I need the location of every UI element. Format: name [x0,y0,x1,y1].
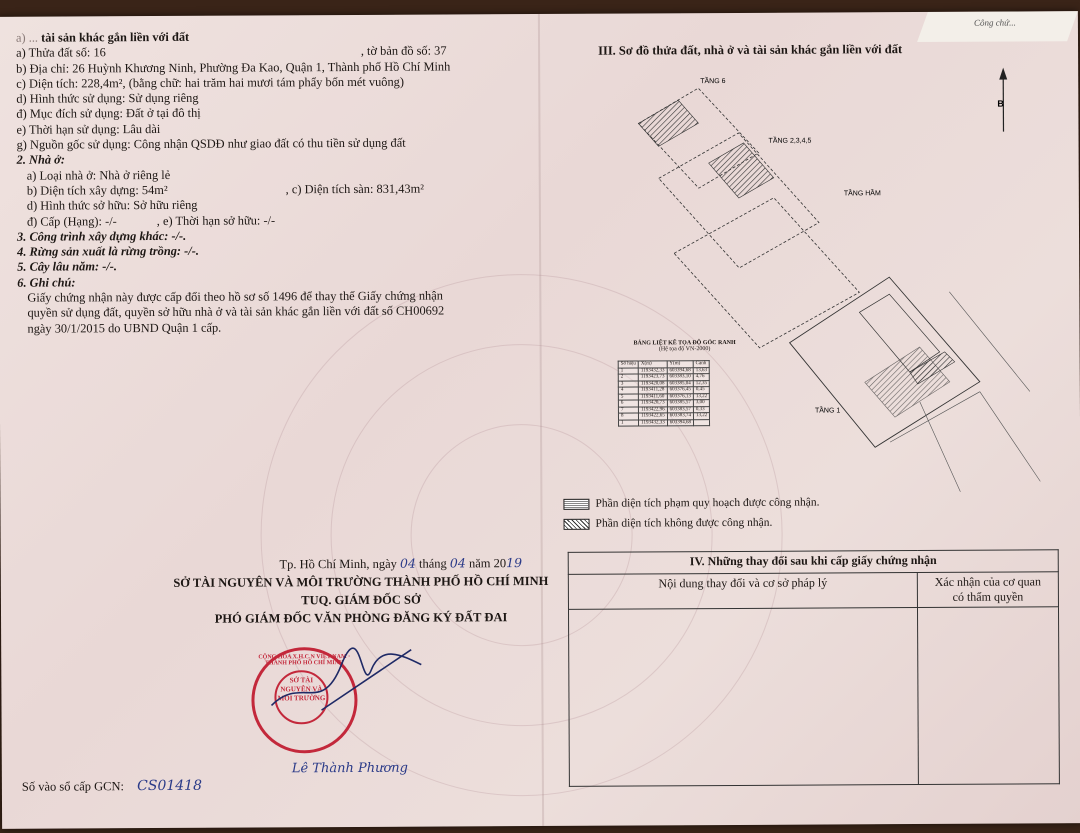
coord-cell: 0,33 [693,406,709,413]
coord-cell: 603376,13 [667,393,693,400]
coord-cell: 6 [618,400,638,407]
house-build-area: b) Diện tích xây dựng: 54m² [26,182,168,198]
left-column [16,28,518,337]
house-ownership: d) Hình thức sở hữu: Sở hữu riêng [26,198,198,213]
coord-table-title [620,340,750,353]
coord-row [618,419,709,426]
month-label: tháng [418,556,447,571]
legend-approved-text: Phần diện tích phạm quy hoạch được công nhận. [595,496,820,510]
signer-role-1: TUQ. GIÁM ĐỐC SỞ [301,592,421,608]
basement-label: TẦNG HẦM [843,190,881,198]
coord-cell: 603383,74 [667,413,693,420]
coord-cell: 13,63 [693,367,709,374]
coord-table [618,360,711,426]
coord-cell: 1193420,08 [638,380,667,387]
coord-subtitle: (Hệ tọa độ VN-2000) [658,346,711,353]
signature-block [151,554,571,628]
coord-cell: 2 [618,374,638,381]
legend-rejected-text: Phần diện tích không được công nhận. [595,516,773,530]
north-arrow [997,68,1007,132]
floor-1-plan [789,276,1040,492]
coord-cell: 1193411,60 [639,393,668,400]
basement-plan [674,187,882,348]
floor-2345-label: TẦNG 2,3,4,5 [768,137,812,145]
coord-cell: 1193411,28 [638,387,667,394]
corner-paper [917,11,1078,42]
house-type: a) Loại nhà ở: Nhà ở riêng lẻ [26,167,171,183]
coord-cell: 7 [618,406,638,413]
signer-name: Lê Thành Phương [291,760,409,777]
forest: 4. Rừng sản xuất là rừng trồng: -/-. [17,243,199,259]
house-grade: đ) Cấp (Hạng): -/- [26,213,117,229]
coord-cell: 1193432,33 [638,367,667,374]
coord-cell: 603376,45 [667,387,693,394]
changes-empty-cell [568,608,918,787]
land-area: c) Diện tích: 228,4m², (bằng chữ: hai trăm hai mươi tám phẩy bốn mét vuông) [16,74,405,91]
land-map-sheet: , tờ bản đồ số: 37 [360,43,447,59]
floor-2345-plan [659,133,820,269]
coord-cell: 3 [618,380,638,387]
changes-title: IV. Những thay đổi sau khi cấp giấy chứng nhận [568,550,1058,575]
place-date [151,554,571,574]
coord-cell: 603383,10 [667,374,693,381]
coord-cell [693,419,709,426]
date-day: 04 [399,555,416,571]
land-address: b) Địa chỉ: 26 Huỳnh Khương Ninh, Phường Đa Kao, Quận 1, Thành phố Hồ Chí Minh [16,59,451,76]
coord-cell: 13,22 [693,393,709,400]
changes-empty-cell [917,607,1059,785]
corner-note: Công chứ... [973,17,1016,28]
coord-cell: 603394,68 [667,419,693,426]
note-line: quyền sử dụng đất, quyền sở hữu nhà ở và tài sản khác gắn liền với đất số CH00692 [27,303,445,321]
coord-cell: 13,22 [693,413,709,420]
place-date-prefix: Tp. Hồ Chí Minh, ngày [279,556,397,572]
land-purpose: đ) Mục đích sử dụng: Đất ở tại đô thị [16,106,201,122]
coord-head-cell: Y(m) [667,361,693,368]
header-faded: a) ... [15,30,39,45]
year-label: năm 20 [468,556,507,571]
coord-cell: 1193432,33 [639,419,668,426]
registry-number [22,778,202,795]
coord-cell: 3,00 [693,400,709,407]
changes-col-confirm-2: có thẩm quyền [952,589,1024,604]
coord-cell: 4,76 [693,374,709,381]
coord-cell: 1193422,65 [639,413,668,420]
coord-head-cell: Cạnh [693,361,709,368]
dotted-swatch-icon [563,499,589,510]
hatch-swatch-icon [564,519,590,530]
coord-cell: 1193420,73 [639,400,668,407]
coord-cell: 1193423,73 [638,374,667,381]
changes-header-row [568,572,1058,610]
date-month: 04 [449,555,466,571]
coord-cell: 4 [618,387,638,394]
changes-col-confirm-1: Xác nhận của cơ quan [934,574,1042,589]
coord-head-cell: Số hiệu [618,361,638,368]
date-year: 19 [506,555,523,571]
registry-value: CS01418 [137,777,202,795]
changes-title-row [568,550,1058,575]
land-origin: g) Nguồn gốc sử dụng: Công nhận QSDĐ như giao đất có thu tiền sử dụng đất [16,135,406,152]
changes-empty-row [568,607,1059,787]
signer-role-2: PHÓ GIÁM ĐỐC VĂN PHÒNG ĐĂNG KÝ ĐẤT ĐAI [214,610,508,626]
note-line: ngày 30/1/2015 do UBND Quận 1 cấp. [27,320,222,336]
stamp-center: SỞ TÀI NGUYÊN VÀ MÔI TRƯỜNG [274,670,328,724]
floor-1-label: TẦNG 1 [814,407,841,415]
parcel-diagram [558,61,1060,504]
coord-cell: 603385,04 [667,380,693,387]
changes-col-content: Nội dung thay đổi và cơ sở pháp lý [568,573,917,610]
perennial: 5. Cây lâu năm: -/-. [17,259,118,275]
house-term: , e) Thời hạn sở hữu: -/- [156,212,276,228]
coord-head-cell: X(m) [638,361,667,368]
legend-approved [563,497,819,510]
header-title-text: tài sản khác gắn liền với đất [41,29,190,45]
north-label: B [997,98,1004,109]
other-construction: 3. Công trình xây dựng khác: -/-. [16,228,187,244]
coord-cell: 12,35 [693,380,709,387]
coord-cell: 1 [618,367,638,374]
coord-cell: 8 [618,413,638,420]
coord-cell: 603383,57 [667,406,693,413]
legend-rejected [564,517,773,530]
house-heading: 2. Nhà ở: [16,152,65,168]
coord-title-text: BẢNG LIỆT KÊ TỌA ĐỘ GÓC RANH [633,339,736,347]
stamp-ring: CỘNG HÒA X.H.C.N VIỆT NAM · THÀNH PHỐ HỒ CHÍ MINH [258,653,351,667]
coord-cell: 603394,68 [667,367,693,374]
coord-cell: 0,45 [693,387,709,394]
house-floor-area: , c) Diện tích sàn: 831,43m² [285,181,424,197]
changes-table [568,549,1060,787]
signature-scribble [261,635,441,726]
land-use-form: d) Hình thức sử dụng: Sử dụng riêng [16,90,199,106]
coord-cell: 1193422,96 [639,406,668,413]
coord-cell: 1 [618,419,638,426]
land-term: e) Thời hạn sử dụng: Lâu dài [16,121,161,137]
note-line: Giấy chứng nhận này được cấp đổi theo hồ sơ số 1496 để thay thế Giấy chứng nhận [27,288,443,305]
issuing-org: SỞ TÀI NGUYÊN VÀ MÔI TRƯỜNG THÀNH PHỐ HỒ CHÍ MINH [173,573,549,590]
diagram-title: III. Sơ đồ thửa đất, nhà ở và tài sản khác gắn liền với đất [598,42,903,58]
coord-body [618,367,710,426]
notes-heading: 6. Ghi chú: [17,275,76,290]
certificate-page [0,11,1080,829]
land-parcel: a) Thửa đất số: 16 [16,45,106,61]
registry-label: Số vào sổ cấp GCN: [21,779,125,794]
coord-cell: 5 [618,393,638,400]
changes-col-confirm [917,572,1058,608]
floor-6-label: TẦNG 6 [700,78,726,86]
coord-cell: 603385,57 [667,400,693,407]
